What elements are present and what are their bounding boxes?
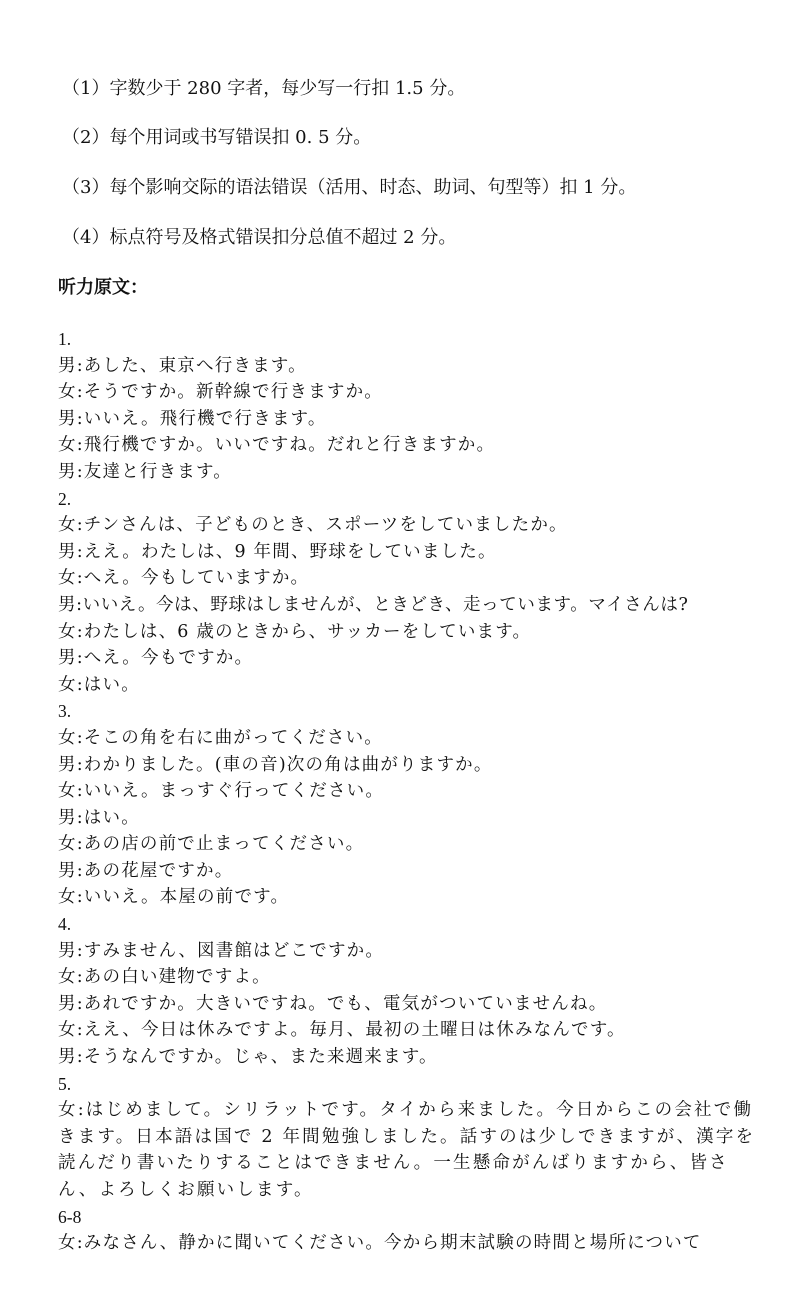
dialogue-line: 男:へえ。今もですか。 bbox=[58, 648, 254, 669]
dialogue-line: 男:ええ。わたしは、9 年間、野球をしていました。 bbox=[58, 541, 497, 562]
dialogue-line: 男:すみません、図書館はどこですか。 bbox=[58, 940, 385, 961]
dialogue-line: 男:わかりました。(車の音)次の角は曲がりますか。 bbox=[58, 754, 493, 775]
question-number: 6-8 bbox=[58, 1206, 82, 1227]
dialogue-line: 女:そうですか。新幹線で行きますか。 bbox=[58, 382, 383, 403]
listening-transcript bbox=[58, 326, 758, 1257]
question-number: 2. bbox=[58, 488, 72, 509]
rule-item-2: （2）每个用词或书写错误扣 0. 5 分。 bbox=[62, 127, 372, 148]
dialogue-line: 男:そうなんですか。じゃ、また来週来ます。 bbox=[58, 1047, 438, 1068]
rule-item-4: （4）标点符号及格式错误扣分总值不超过 2 分。 bbox=[62, 227, 457, 248]
dialogue-line: 女:いいえ。本屋の前です。 bbox=[58, 887, 290, 908]
dialogue-line: 男:はい。 bbox=[58, 807, 140, 828]
dialogue-line: 男:友達と行きます。 bbox=[58, 461, 232, 482]
dialogue-line: 女:はい。 bbox=[58, 674, 140, 695]
dialogue-line: 女:あの白い建物ですよ。 bbox=[58, 967, 271, 988]
dialogue-line: 男:あの花屋ですか。 bbox=[58, 860, 234, 881]
question-number: 3. bbox=[58, 701, 72, 722]
dialogue-line: 男:あした、東京へ行きます。 bbox=[58, 355, 307, 376]
dialogue-line: 女:わたしは、6 歳のときから、サッカーをしています。 bbox=[58, 621, 532, 642]
dialogue-line: 女:あの店の前で止まってください。 bbox=[58, 834, 365, 855]
dialogue-line: 女:チンさんは、子どものとき、スポーツをしていましたか。 bbox=[58, 515, 568, 536]
dialogue-line: 男:あれですか。大きいですね。でも、電気がついていませんね。 bbox=[58, 993, 608, 1014]
dialogue-line: 女:へえ。今もしていますか。 bbox=[58, 568, 310, 589]
dialogue-paragraph: 女:はじめまして。シリラットです。タイから来ました。今日からこの会社で働きます。日本語は国で 2 年間勉強しました。話すのは少しできますが、漢字を読んだり書いたりすることはできません。一生懸命がんばりますから、皆さん、よろしくお願いします。 bbox=[58, 1100, 756, 1200]
rule-item-1: （1）字数少于 280 字者，每少写一行扣 1.5 分。 bbox=[62, 78, 466, 99]
dialogue-line: 女:そこの角を右に曲がってください。 bbox=[58, 727, 383, 748]
dialogue-line: 男:いいえ。飛行機で行きます。 bbox=[58, 408, 327, 429]
dialogue-line: 女:いいえ。まっすぐ行ってください。 bbox=[58, 781, 385, 802]
section-heading: 听力原文： bbox=[58, 277, 148, 298]
question-number: 1. bbox=[58, 329, 72, 349]
dialogue-line: 男:いいえ。今は、野球はしませんが、ときどき、走っています。マイさんは? bbox=[58, 594, 689, 615]
dialogue-line: 女:飛行機ですか。いいですね。だれと行きますか。 bbox=[58, 435, 496, 456]
rule-item-3: （3）每个影响交际的语法错误（活用、时态、助词、句型等）扣 1 分。 bbox=[62, 177, 637, 198]
dialogue-line: 女:ええ、今日は休みですよ。毎月、最初の土曜日は休みなんです。 bbox=[58, 1020, 626, 1041]
dialogue-line: 女:みなさん、静かに聞いてください。今から期末試験の時間と場所について bbox=[58, 1233, 702, 1254]
question-number: 4. bbox=[58, 914, 72, 935]
question-number: 5. bbox=[58, 1073, 72, 1094]
